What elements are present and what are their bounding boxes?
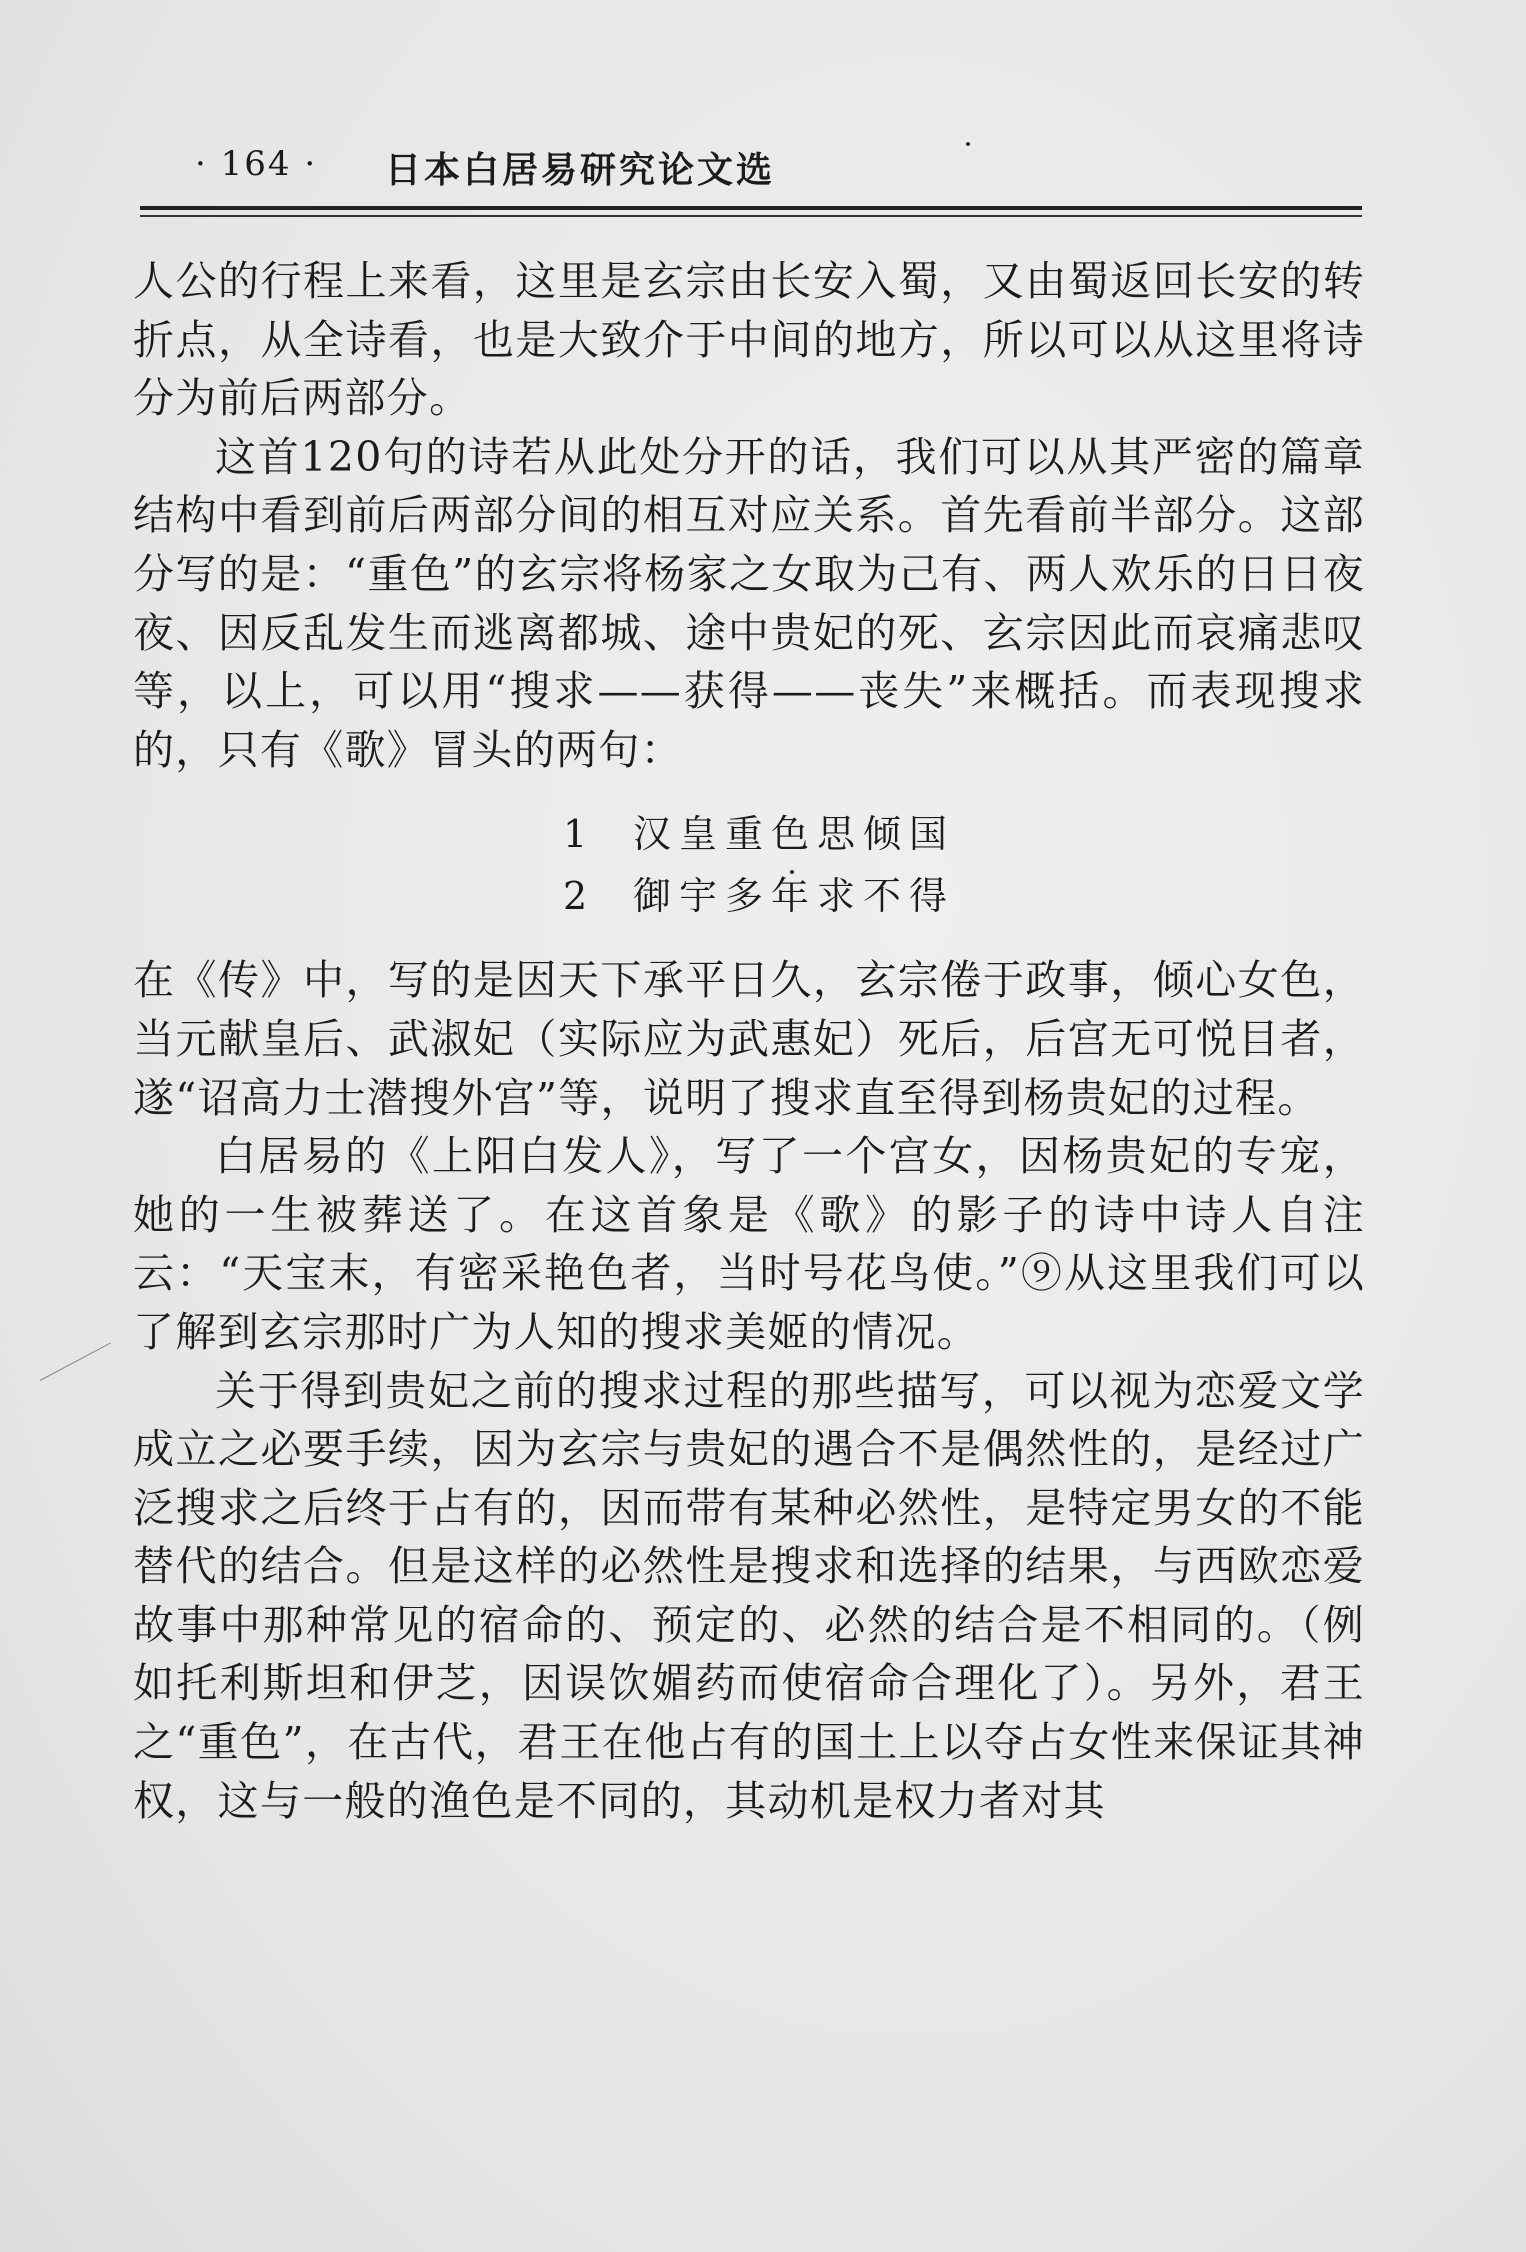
paragraph-4: 白居易的《上阳白发人》，写了一个宫女，因杨贵妃的专宠，她的一生被葬送了。在这首象是《歌》的影子的诗中诗人自注云：“天宝末，有密采艳色者，当时号花鸟使。”⑨从这里我们可以了解到玄宗那时广为人知的搜求美姬的情况。 bbox=[133, 1132, 1365, 1356]
poem-line bbox=[563, 803, 1365, 865]
header-rule-thin bbox=[140, 215, 1362, 217]
paragraph-2: 这首120句的诗若从此处分开的话，我们可以从其严密的篇章结构中看到前后两部分间的相互对应关系。首先看前半部分。这部分写的是：“重色”的玄宗将杨家之女取为己有、两人欢乐的日日夜夜、因反乱发生而逃离都城、途中贵妃的死、玄宗因此而哀痛悲叹等，以上，可以用“搜求——获得——丧失”来概括。而表现搜求的，只有《歌》冒头的两句： bbox=[133, 432, 1365, 774]
page-number: · 164 · bbox=[195, 144, 318, 184]
running-title: 日本白居易研究论文选 bbox=[385, 150, 776, 191]
scan-speck bbox=[790, 870, 794, 874]
header-rule-thick bbox=[140, 206, 1362, 210]
page-header bbox=[140, 140, 1362, 200]
poem-line-number: 2 bbox=[563, 874, 588, 919]
poem-line-text: 汉皇重色思倾国 bbox=[633, 812, 956, 857]
paragraph-3: 在《传》中，写的是因天下承平日久，玄宗倦于政事，倾心女色，当元献皇后、武淑妃（实际应为武惠妃）死后，后宫无可悦目者，遂“诏高力士潜搜外宫”等，说明了搜求直至得到杨贵妃的过程。 bbox=[133, 956, 1365, 1122]
paragraph-1: 人公的行程上来看，这里是玄宗由长安入蜀，又由蜀返回长安的转折点，从全诗看，也是大致介于中间的地方，所以可以从这里将诗分为前后两部分。 bbox=[133, 257, 1365, 423]
poem-line-text: 御宇多年求不得 bbox=[633, 874, 956, 919]
scan-mark bbox=[40, 1343, 111, 1381]
scan-speck bbox=[966, 142, 970, 146]
poem-line bbox=[563, 865, 1365, 927]
poem-line-number: 1 bbox=[563, 812, 588, 857]
body-text bbox=[133, 252, 1365, 1830]
paragraph-5: 关于得到贵妃之前的搜求过程的那些描写，可以视为恋爱文学成立之必要手续，因为玄宗与贵妃的遇合不是偶然性的，是经过广泛搜求之后终于占有的，因而带有某种必然性，是特定男女的不能替代的结合。但是这样的必然性是搜求和选择的结果，与西欧恋爱故事中那种常见的宿命的、预定的、必然的结合是不相同的。（例如托利斯坦和伊芝，因误饮媚药而使宿命合理化了）。另外，君王之“重色”，在古代，君王在他占有的国土上以夺占女性来保证其神权，这与一般的渔色是不同的，其动机是权力者对其 bbox=[133, 1366, 1365, 1825]
poem-quote bbox=[133, 803, 1365, 927]
